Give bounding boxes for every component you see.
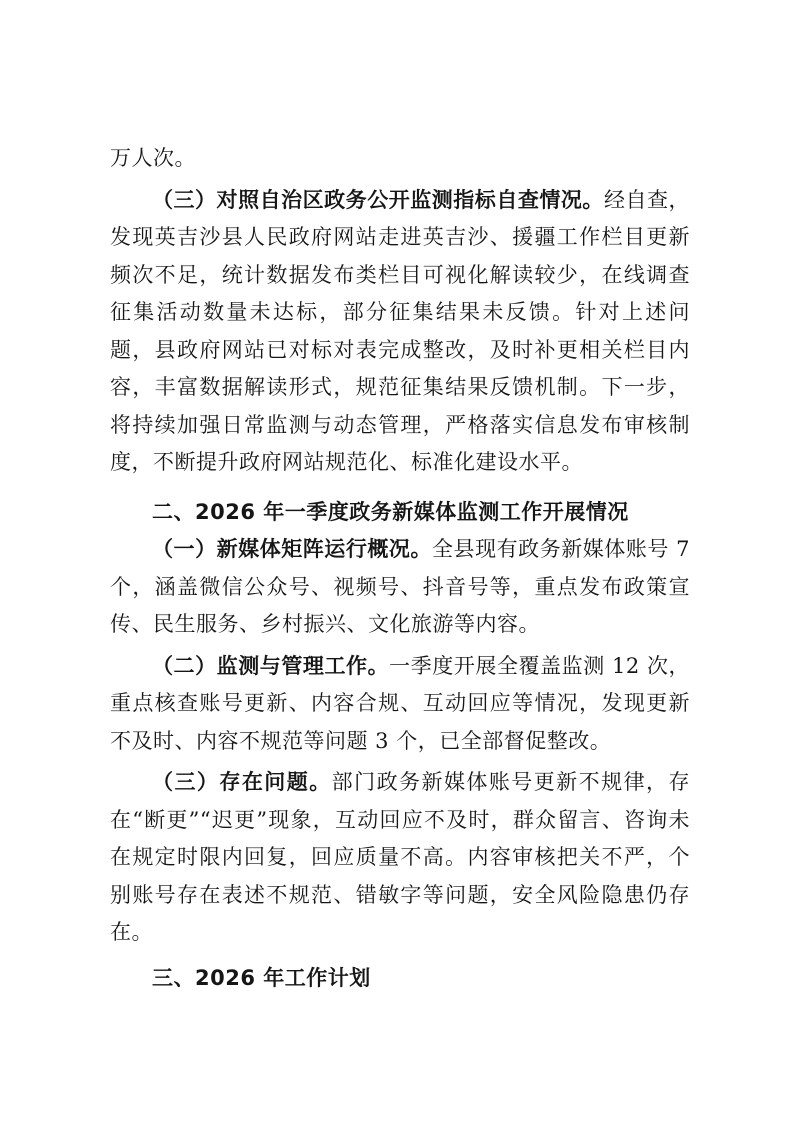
section-heading-text: 三、2026 年工作计划 bbox=[152, 965, 371, 990]
paragraph-text: 全县现有政务新媒体账号 7 个，涵盖微信公众号、视频号、抖音号等，重点发布政策宣传、民生服务、乡村振兴、文化旅游等内容。 bbox=[110, 537, 690, 636]
paragraph-lead: （三）对照自治区政务公开监测指标自查情况。 bbox=[152, 187, 604, 212]
paragraph-text: 万人次。 bbox=[110, 146, 196, 170]
paragraph-text: 部门政务新媒体账号更新不规律，存在“断更”“迟更”现象，互动回应不及时，群众留言、咨询未在规定时限内回复，回应质量不高。内容审核把关不严，个别账号存在表述不规范、错敏字等问题，安全风险隐患仍存在。 bbox=[110, 770, 691, 944]
paragraph-lead: （二）监测与管理工作。 bbox=[152, 653, 390, 678]
paragraph-text: 经自查，发现英吉沙县人民政府网站走进英吉沙、援疆工作栏目更新频次不足，统计数据发布类栏目可视化解读较少，在线调查征集活动数量未达标，部分征集结果未反馈。针对上述问题，县政府网站已对标对表完成整改，及时补更相关栏目内容，丰富数据解读形式，规范征集结果反馈机制。下一步，将持续加强日常监测与动态管理，严格落实信息发布审核制度，不断提升政府网站规范化、标准化建设水平。 bbox=[110, 187, 690, 474]
paragraph-monitoring-management bbox=[110, 648, 690, 761]
document-body bbox=[110, 140, 690, 997]
paragraph-existing-problems bbox=[110, 764, 690, 952]
paragraph-continuation bbox=[110, 140, 690, 178]
paragraph-lead: （三）存在问题。 bbox=[152, 770, 332, 794]
section-heading-text: 二、2026 年一季度政务新媒体监测工作开展情况 bbox=[152, 499, 629, 524]
section-heading-3 bbox=[110, 960, 690, 998]
paragraph-lead: （一）新媒体矩阵运行概况。 bbox=[152, 537, 432, 561]
paragraph-new-media-overview bbox=[110, 531, 690, 644]
paragraph-self-check bbox=[110, 182, 690, 482]
paragraph-text: 一季度开展全覆盖监测 12 次，重点核查账号更新、内容合规、互动回应等情况，发现更新不及时、内容不规范等问题 3 个，已全部督促整改。 bbox=[110, 653, 690, 753]
section-heading-2 bbox=[110, 494, 690, 532]
